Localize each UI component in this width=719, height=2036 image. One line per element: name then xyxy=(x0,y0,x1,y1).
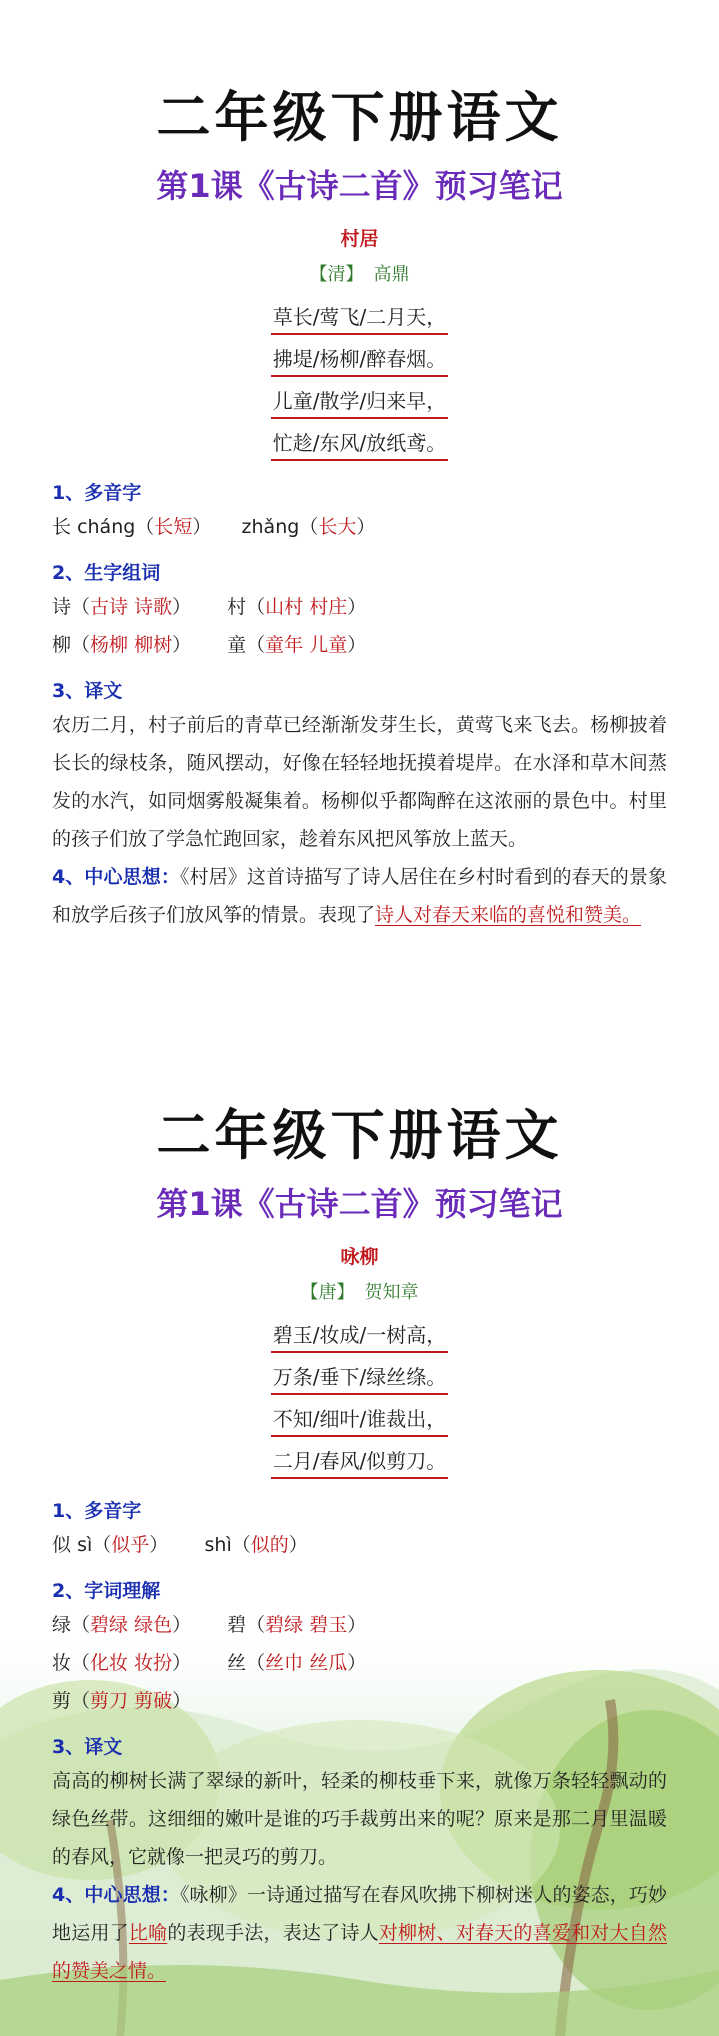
poem-line: 儿童/散学/归来早， xyxy=(271,387,448,419)
lesson-title: 第1课《古诗二首》预习笔记 xyxy=(156,1185,563,1223)
word-1: 长短 xyxy=(154,516,193,538)
poem-line: 万条/垂下/绿丝绦。 xyxy=(271,1363,448,1395)
main-title: 二年级下册语文 xyxy=(156,86,563,149)
poem-line: 忙趁/东风/放纸鸢。 xyxy=(271,429,448,461)
vocab-item: 诗（古诗 诗歌） xyxy=(52,596,192,618)
poem-title: 咏柳 xyxy=(340,1246,379,1268)
vocab-item: 丝（丝巾 丝瓜） xyxy=(227,1652,367,1674)
poem-line: 草长/莺飞/二月天， xyxy=(271,303,448,335)
notes-content xyxy=(0,1496,719,1990)
vocab-words: 山村 村庄 xyxy=(265,596,348,618)
heading-vocab: 2、字词理解 xyxy=(52,1580,161,1602)
vocab-char: 丝 xyxy=(227,1652,247,1674)
poem-line: 碧玉/妆成/一树高， xyxy=(271,1321,448,1353)
poem-author xyxy=(0,1280,719,1306)
heading-polyphone: 1、多音字 xyxy=(52,482,142,504)
theme-text: 《村居》这首诗描写了诗人居住在乡村时看到的春天的景象和放学后孩子们放风筝的情景。表现了 xyxy=(52,866,667,926)
author: 高鼎 xyxy=(373,264,410,285)
vocab-char: 碧 xyxy=(227,1614,247,1636)
vocab-char: 妆 xyxy=(52,1652,72,1674)
heading-polyphone: 1、多音字 xyxy=(52,1500,142,1522)
vocab-words: 剪刀 剪破 xyxy=(90,1690,173,1712)
polyphone-char: 长 xyxy=(52,516,72,538)
poem-line: 二月/春风/似剪刀。 xyxy=(271,1447,448,1479)
lesson-title: 第1课《古诗二首》预习笔记 xyxy=(156,167,563,205)
vocab-char: 柳 xyxy=(52,634,72,656)
vocab-words: 童年 儿童 xyxy=(265,634,348,656)
vocab-char: 绿 xyxy=(52,1614,72,1636)
main-title: 二年级下册语文 xyxy=(156,1104,563,1167)
pinyin-1: sì xyxy=(77,1534,93,1556)
heading-translation: 3、译文 xyxy=(52,680,123,702)
vocab-item: 碧（碧绿 碧玉） xyxy=(227,1614,367,1636)
poem-lines xyxy=(0,1316,719,1484)
vocab-char: 诗 xyxy=(52,596,72,618)
pinyin-2: zhǎng xyxy=(241,516,300,538)
theme-text-b: 的表现手法，表达了诗人 xyxy=(167,1922,379,1944)
poem-line: 拂堤/杨柳/醉春烟。 xyxy=(271,345,448,377)
vocab-row xyxy=(52,1682,667,1720)
theme-keyword: 比喻 xyxy=(128,1922,168,1944)
notes-content xyxy=(0,478,719,934)
poem-lines xyxy=(0,298,719,466)
section-cunju xyxy=(0,0,719,934)
polyphone-char: 似 xyxy=(52,1534,72,1556)
vocab-item: 村（山村 村庄） xyxy=(227,596,367,618)
polyphone-row: 长 cháng（长短） zhǎng（长大） xyxy=(52,516,376,538)
heading-translation: 3、译文 xyxy=(52,1736,123,1758)
vocab-words: 碧绿 碧玉 xyxy=(265,1614,348,1636)
theme-highlight: 对柳树、对春天的喜爱和对大自然的赞美之情。 xyxy=(52,1922,667,1982)
vocab-words: 杨柳 柳树 xyxy=(90,634,173,656)
vocab-item: 柳（杨柳 柳树） xyxy=(52,634,192,656)
polyphone-row: 似 sì（似乎） shì（似的） xyxy=(52,1534,308,1556)
translation-text: 高高的柳树长满了翠绿的新叶，轻柔的柳枝垂下来，就像万条轻轻飘动的绿色丝带。这细细的嫩叶是谁的巧手裁剪出来的呢？原来是那二月里温暖的春风，它就像一把灵巧的剪刀。 xyxy=(52,1770,667,1868)
vocab-words: 碧绿 绿色 xyxy=(90,1614,173,1636)
vocab-words: 化妆 妆扮 xyxy=(90,1652,173,1674)
vocab-char: 童 xyxy=(227,634,247,656)
theme-paragraph xyxy=(52,858,667,934)
vocab-row xyxy=(52,1606,667,1644)
theme-text-a: 《咏柳》一诗通过描写在春风吹拂下柳树迷人的姿态，巧妙地运用了 xyxy=(52,1884,667,1944)
vocab-words: 丝巾 丝瓜 xyxy=(265,1652,348,1674)
vocab-words: 古诗 诗歌 xyxy=(90,596,173,618)
poem-author xyxy=(0,262,719,288)
theme-paragraph xyxy=(52,1876,667,1990)
vocab-item: 绿（碧绿 绿色） xyxy=(52,1614,192,1636)
heading-theme: 4、中心思想： xyxy=(52,1884,180,1906)
vocab-row xyxy=(52,626,667,664)
poem-title: 村居 xyxy=(340,228,379,250)
pinyin-1: cháng xyxy=(77,516,136,538)
heading-theme: 4、中心思想： xyxy=(52,866,180,888)
vocab-row xyxy=(52,1644,667,1682)
dynasty: 【清】 xyxy=(309,264,364,285)
vocab-row xyxy=(52,588,667,626)
section-yongliu xyxy=(0,1100,719,1990)
vocab-item: 妆（化妆 妆扮） xyxy=(52,1652,192,1674)
poem-line: 不知/细叶/谁裁出， xyxy=(271,1405,448,1437)
word-2: 似的 xyxy=(250,1534,289,1556)
dynasty: 【唐】 xyxy=(300,1282,355,1303)
word-2: 长大 xyxy=(318,516,357,538)
vocab-item: 童（童年 儿童） xyxy=(227,634,367,656)
vocab-item: 剪（剪刀 剪破） xyxy=(52,1690,192,1712)
vocab-char: 剪 xyxy=(52,1690,72,1712)
word-1: 似乎 xyxy=(111,1534,150,1556)
translation-text: 农历二月，村子前后的青草已经渐渐发芽生长，黄莺飞来飞去。杨柳披着长长的绿枝条，随风摆动，好像在轻轻地抚摸着堤岸。在水泽和草木间蒸发的水汽，如同烟雾般凝集着。杨柳似乎都陶醉在这浓丽的景色中。村里的孩子们放了学急忙跑回家，趁着东风把风筝放上蓝天。 xyxy=(52,714,667,850)
theme-highlight: 诗人对春天来临的喜悦和赞美。 xyxy=(375,904,642,926)
pinyin-2: shì xyxy=(204,1534,232,1556)
author: 贺知章 xyxy=(364,1282,419,1303)
heading-vocab: 2、生字组词 xyxy=(52,562,161,584)
vocab-char: 村 xyxy=(227,596,247,618)
